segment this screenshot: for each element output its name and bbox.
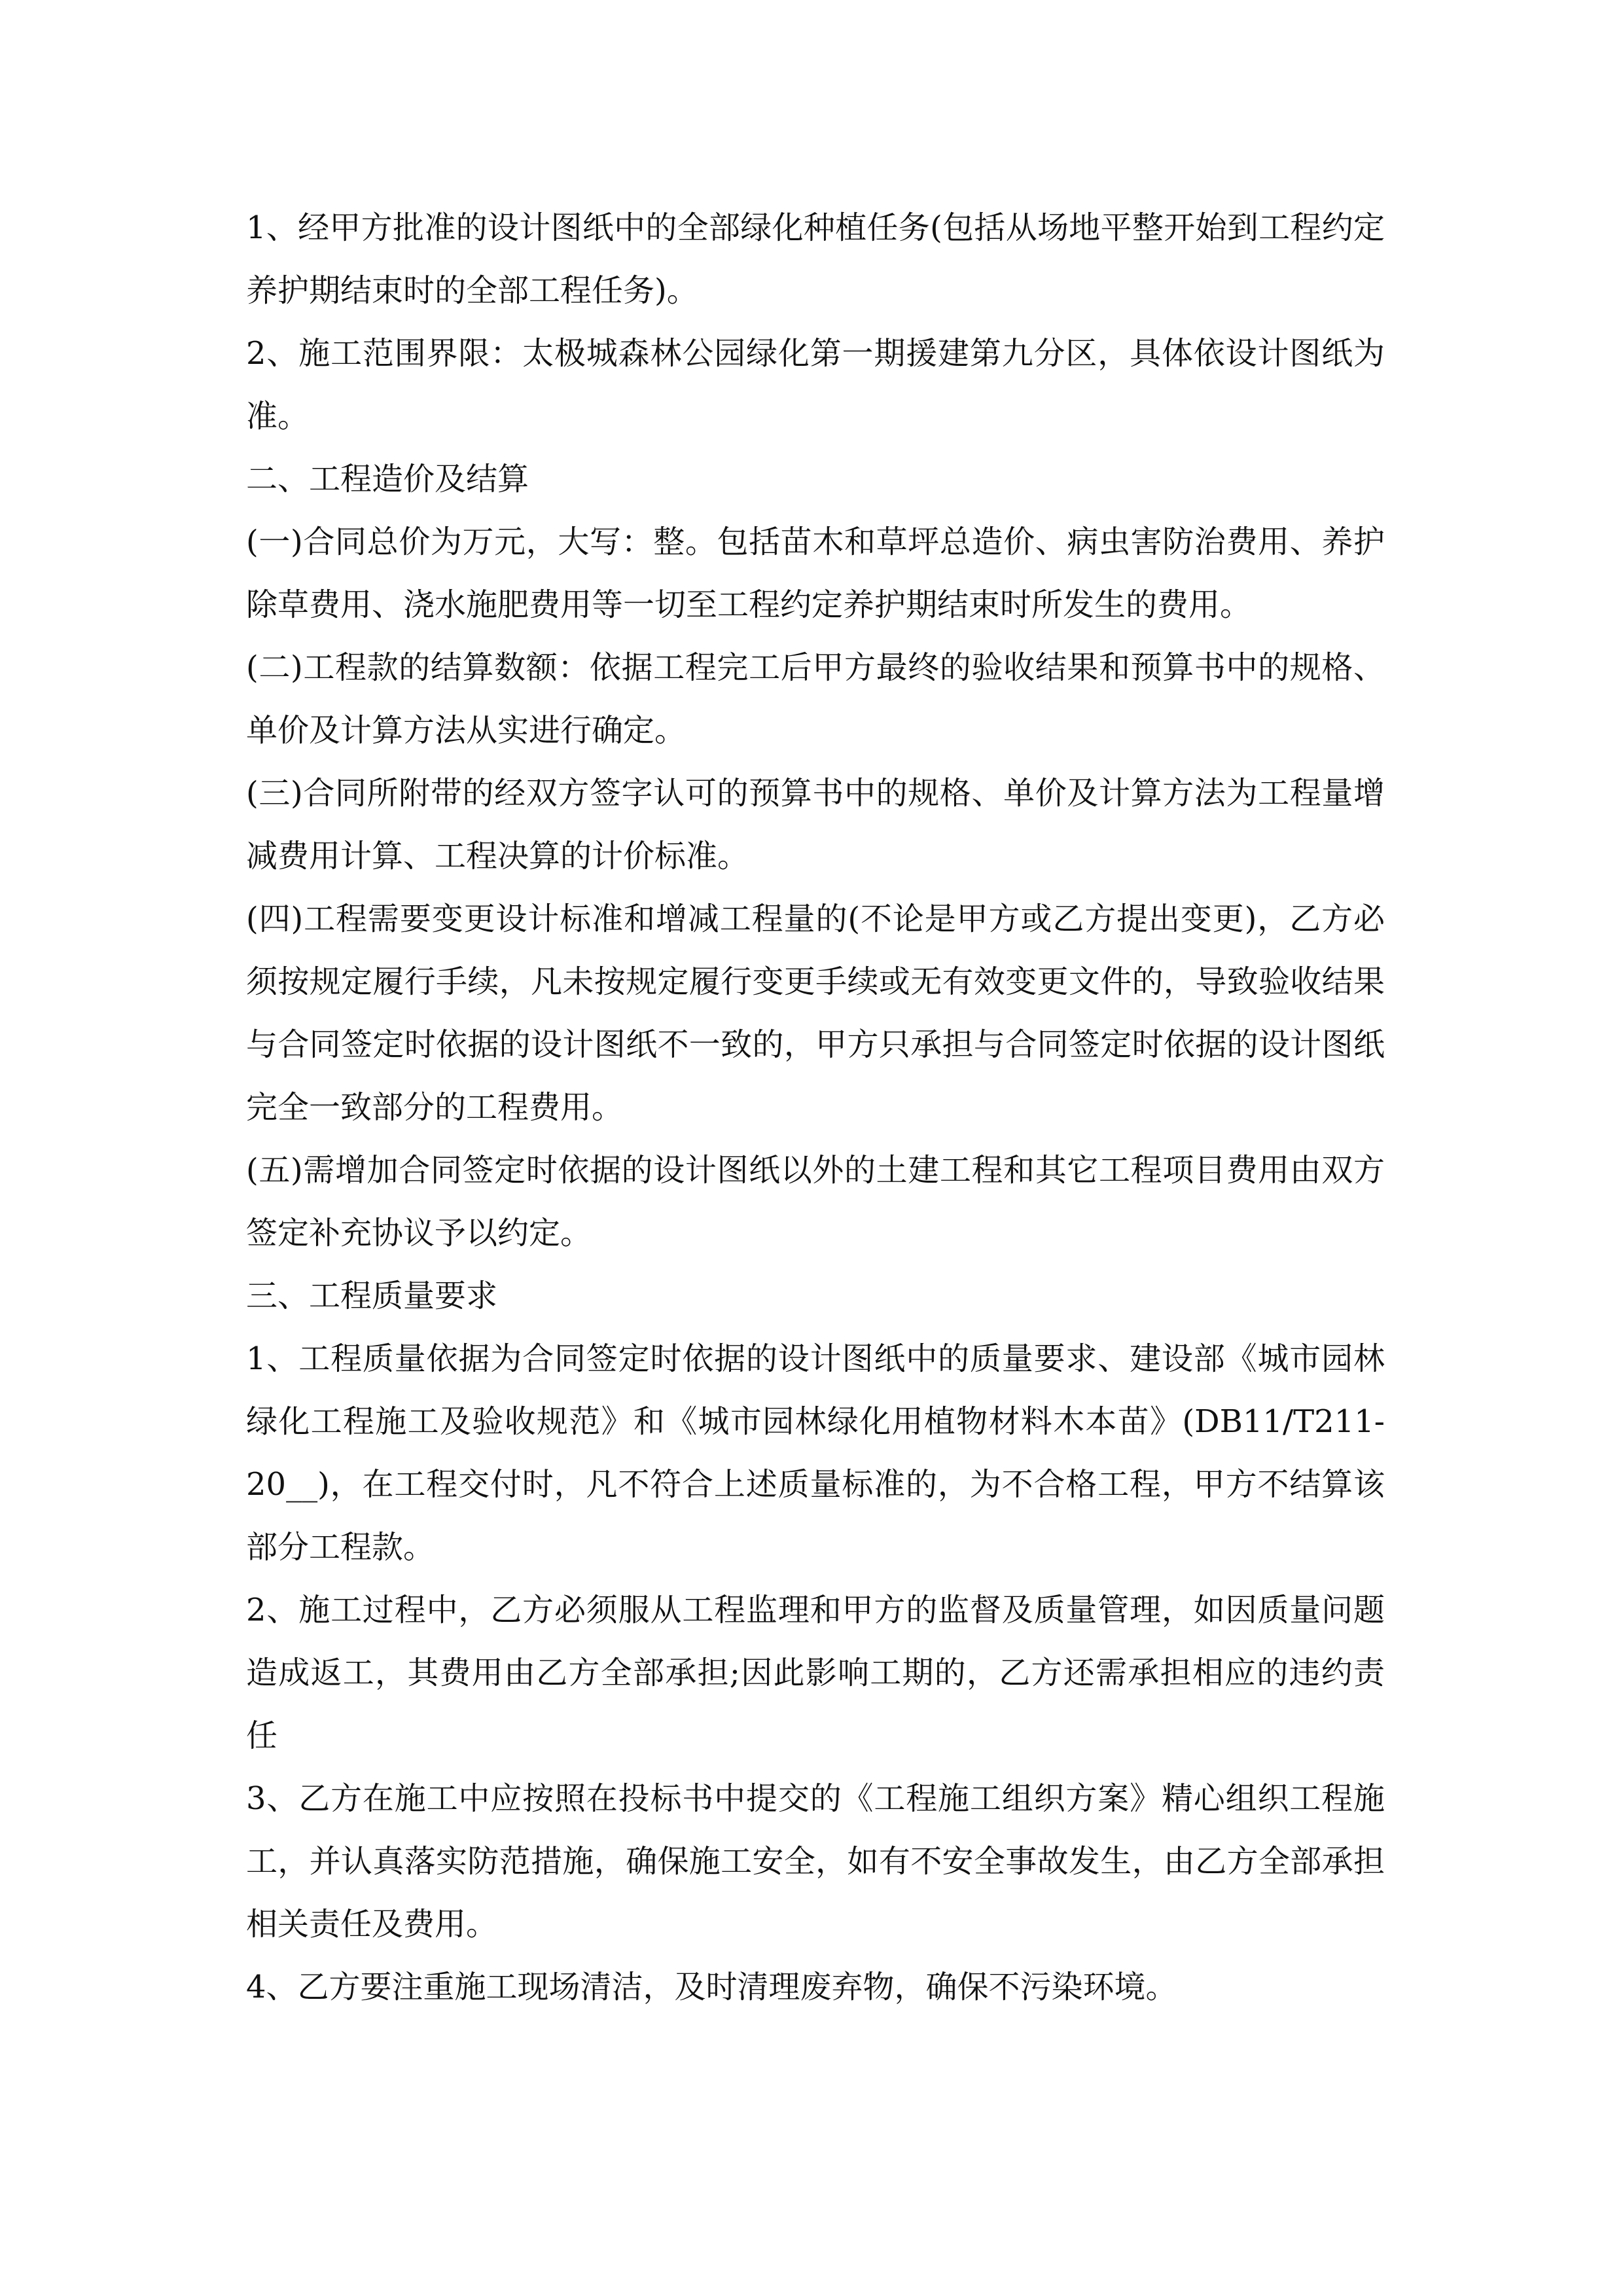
paragraph-1: 1、经甲方批准的设计图纸中的全部绿化种植任务(包括从场地平整开始到工程约定养护期结束时的全部工程任务)。 [246, 209, 1385, 309]
paragraph-quality-1: 1、工程质量依据为合同签定时依据的设计图纸中的质量要求、建设部《城市园林绿化工程施工及验收规范》和《城市园林绿化用植物材料木本苗》(DB11/T211-20__)，在工程交付时，凡不符合上述质量标准的，为不合格工程，甲方不结算该部分工程款。 [246, 1340, 1385, 1566]
paragraph-quality-2: 2、施工过程中，乙方必须服从工程监理和甲方的监督及质量管理，如因质量问题造成返工，其费用由乙方全部承担;因此影响工期的，乙方还需承担相应的违约责任 [246, 1592, 1385, 1754]
paragraph-quality-3: 3、乙方在施工中应按照在投标书中提交的《工程施工组织方案》精心组织工程施工，并认真落实防范措施，确保施工安全，如有不安全事故发生，由乙方全部承担相关责任及费用。 [246, 1780, 1385, 1943]
paragraph-clause-4: (四)工程需要变更设计标准和增减工程量的(不论是甲方或乙方提出变更)，乙方必须按规定履行手续，凡未按规定履行变更手续或无有效变更文件的，导致验收结果与合同签定时依据的设计图纸不一致的，甲方只承担与合同签定时依据的设计图纸完全一致部分的工程费用。 [246, 901, 1385, 1126]
paragraph-quality-4: 4、乙方要注重施工现场清洁，及时清理废弃物，确保不污染环境。 [246, 1969, 1177, 2005]
paragraph-clause-1: (一)合同总价为万元，大写：整。包括苗木和草坪总造价、病虫害防治费用、养护除草费用、浇水施肥费用等一切至工程约定养护期结束时所发生的费用。 [246, 524, 1385, 623]
paragraph-clause-5: (五)需增加合同签定时依据的设计图纸以外的土建工程和其它工程项目费用由双方签定补充协议予以约定。 [246, 1152, 1385, 1251]
paragraph-2: 2、施工范围界限：太极城森林公园绿化第一期援建第九分区，具体依设计图纸为准。 [246, 335, 1385, 435]
document-page [246, 196, 1385, 2018]
paragraph-clause-3: (三)合同所附带的经双方签字认可的预算书中的规格、单价及计算方法为工程量增减费用计算、工程决算的计价标准。 [246, 775, 1385, 874]
section-heading-2: 二、工程造价及结算 [246, 461, 529, 497]
paragraph-clause-2: (二)工程款的结算数额：依据工程完工后甲方最终的验收结果和预算书中的规格、单价及计算方法从实进行确定。 [246, 649, 1385, 749]
section-heading-3: 三、工程质量要求 [246, 1278, 498, 1314]
